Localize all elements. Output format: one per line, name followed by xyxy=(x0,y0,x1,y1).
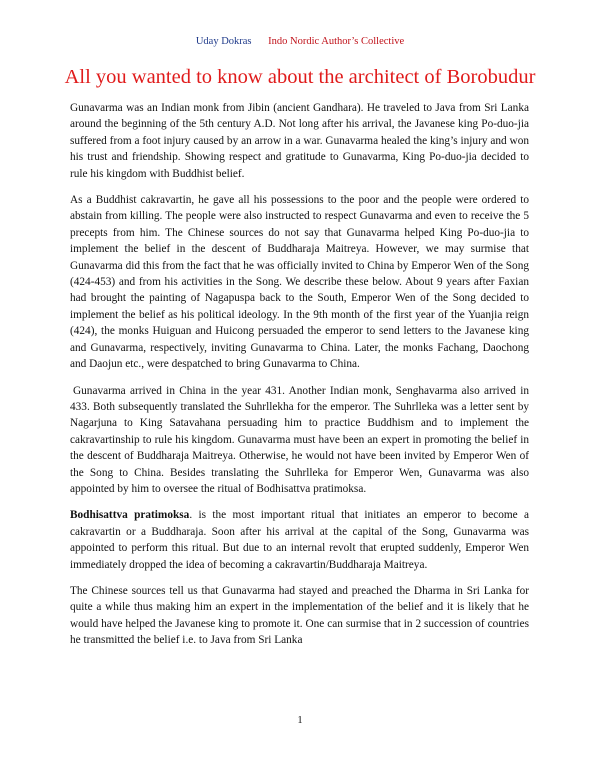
header-author: Uday Dokras xyxy=(195,36,252,47)
paragraph-cakravartin: As a Buddhist cakravartin, he gave all his possessions to the poor and the people were ordered to abstain from killing. The people were also instructed to respect Gunavarma and even to receive the 5 precepts from him. The Chinese sources do not say that Gunavarma helped King Po-duo-jia to implement the belief in the descent of Buddharaja Maitreya. However, we may surmise that Gunavarma did this from the fact that he was officially invited to China by Emperor Wen of the Song (424-453) and from his activities in the Song. We describe these below. About 9 years after Faxian had brought the painting of Nagapuspa back to the South, Emperor Wen of the Song decided to implement the belief as his political ideology. In the 9th month of the first year of the Yuanjia reign (424), the monks Huiguan and Huicong persuaded the emperor to send letters to the Javanese king and Gunavarma, respectively, inviting Gunavarma to China. Later, the monks Fachang, Daochong and Daojun etc., were despatched to bring Gunavarma to China. xyxy=(70,194,529,371)
term-bodhisattva-pratimoksa: Bodhisattva pratimoksa xyxy=(70,509,190,522)
page-header xyxy=(0,36,600,47)
document-title: All you wanted to know about the architect of Borobudur xyxy=(64,66,536,88)
paragraph-arrival-china: Gunavarma arrived in China in the year 431. Another Indian monk, Senghavarma also arrived in 433. Both subsequently translated the Suhrllekha for the emperor. The Suhrlleka was a letter sent by Nagarjuna to King Satavahana persuading him to practice Buddhism and to implement the cakravartinship to rule his kingdom. Gunavarma must have been an expert in promoting the belief in the descent of Buddharaja Maitreya. Otherwise, he would not have been invited by Emperor Wen of the Song to China. Besides translating the Suhrlleka for Emperor Wen, Gunavarma was also appointed by him to oversee the ritual of Bodhisattva pratimoksa. xyxy=(70,384,529,495)
paragraph-pratimoksa xyxy=(70,507,529,573)
paragraph-pratimoksa-text: . is the most important ritual that initiates an emperor to become a cakravartin or a Buddharaja. Soon after his arrival at the capital of the Song, Gunavarma was appointed to perform this ritual. But due to an internal revolt that erupted suddenly, Emperor Wen immediately dropped the idea of becoming a cakravartin/Buddharaja Maitreya. xyxy=(70,509,530,571)
paragraph-sri-lanka: The Chinese sources tell us that Gunavarma had stayed and preached the Dharma in Sri Lanka for quite a while thus making him an expert in the implementation of the belief and it is likely that he would have helped the Javanese king to promote it. One can surmise that in 2 succession of countries he transmitted the belief i.e. to Java from Sri Lanka xyxy=(70,584,529,647)
header-collective: Indo Nordic Author’s Collective xyxy=(268,36,405,47)
page-number: 1 xyxy=(297,715,303,726)
document-body xyxy=(70,100,529,659)
paragraph-gunavarma-intro: Gunavarma was an Indian monk from Jibin (ancient Gandhara). He traveled to Java from Sri Lanka around the beginning of the 5th century A.D. Not long after his arrival, the Javanese king Po-duo-jia suffered from a foot injury caused by an arrow in a war. Gunavarma healed the king’s injury and won his trust and friendship. Showing respect and gratitude to Gunavarma, King Po-duo-jia decided to rule his kingdom with Buddhist belief. xyxy=(70,102,529,180)
